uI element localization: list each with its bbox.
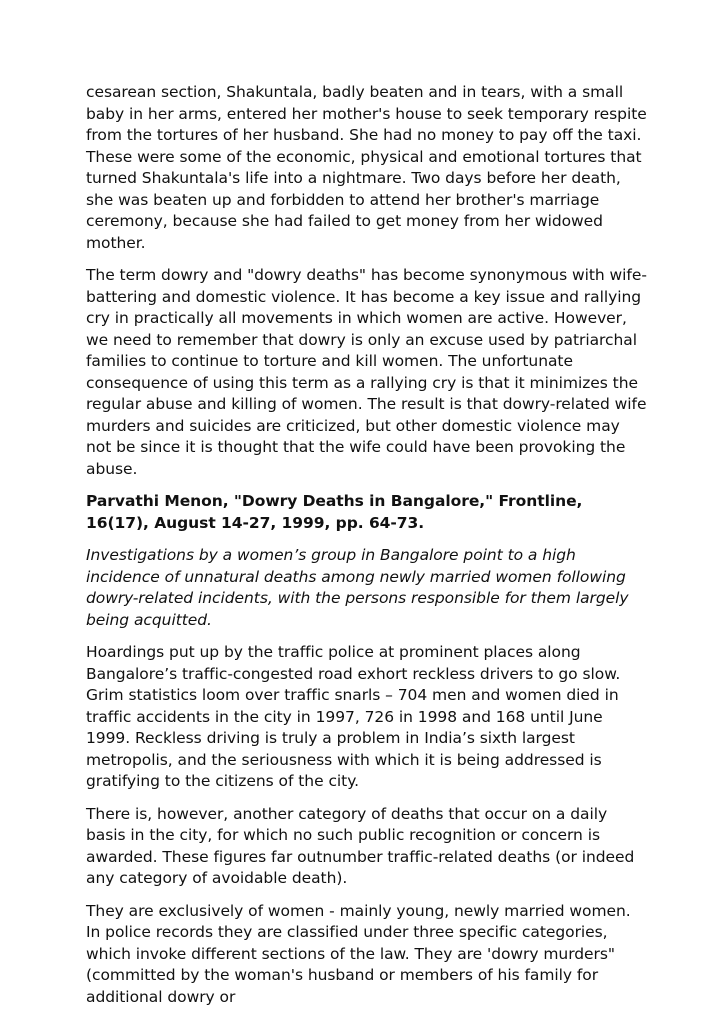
- paragraph-traffic: Hoardings put up by the traffic police at prominent places along Bangalore’s traffic-congested road exhort reckless drivers to go slow. Grim statistics loom over traffic snarls – 704 men and women died in traffic accidents in the city in 1997, 726 in 1998 and 168 until June 1999. Reckless driving is truly a problem in India’s sixth largest metropolis, and the seriousness with which it is being addressed is gratifying to the citizens of the city.: [86, 643, 621, 790]
- paragraph-another-category: There is, however, another category of deaths that occur on a daily basis in the city, for which no such public recognition or concern is awarded. These figures far outnumber traffic-related deaths (or indeed any category of avoidable death).: [86, 804, 635, 887]
- citation-heading: Parvathi Menon, "Dowry Deaths in Bangalore," Frontline, 16(17), August 14-27, 1999, pp. 64-73.: [86, 492, 583, 532]
- article-summary: Investigations by a women’s group in Bangalore point to a high incidence of unnatural deaths among newly married women following dowry-related incidents, with the persons responsible for them largely being acquitted.: [86, 546, 629, 629]
- document-page: [86, 82, 648, 1019]
- paragraph-dowry-term: The term dowry and "dowry deaths" has become synonymous with wife-battering and domestic violence. It has become a key issue and rallying cry in practically all movements in which women are active. However, we need to remember that dowry is only an excuse used by patriarchal families to continue to torture and kill women. The unfortunate consequence of using this term as a rallying cry is that it minimizes the regular abuse and killing of women. The result is that dowry-related wife murders and suicides are criticized, but other domestic violence may not be since it is thought that the wife could have been provoking the abuse.: [86, 266, 647, 478]
- paragraph-shakuntala: cesarean section, Shakuntala, badly beaten and in tears, with a small baby in her arms, entered her mother's house to seek temporary respite from the tortures of her husband. She had no money to pay off the taxi. These were some of the economic, physical and emotional tortures that turned Shakuntala's life into a nightmare. Two days before her death, she was beaten up and forbidden to attend her brother's marriage ceremony, because she had failed to get money from her widowed mother.: [86, 83, 647, 252]
- paragraph-exclusively-women: They are exclusively of women - mainly young, newly married women. In police records they are classified under three specific categories, which invoke different sections of the law. They are 'dowry murders" (committed by the woman's husband or members of his family for additional dowry or: [86, 901, 631, 1006]
